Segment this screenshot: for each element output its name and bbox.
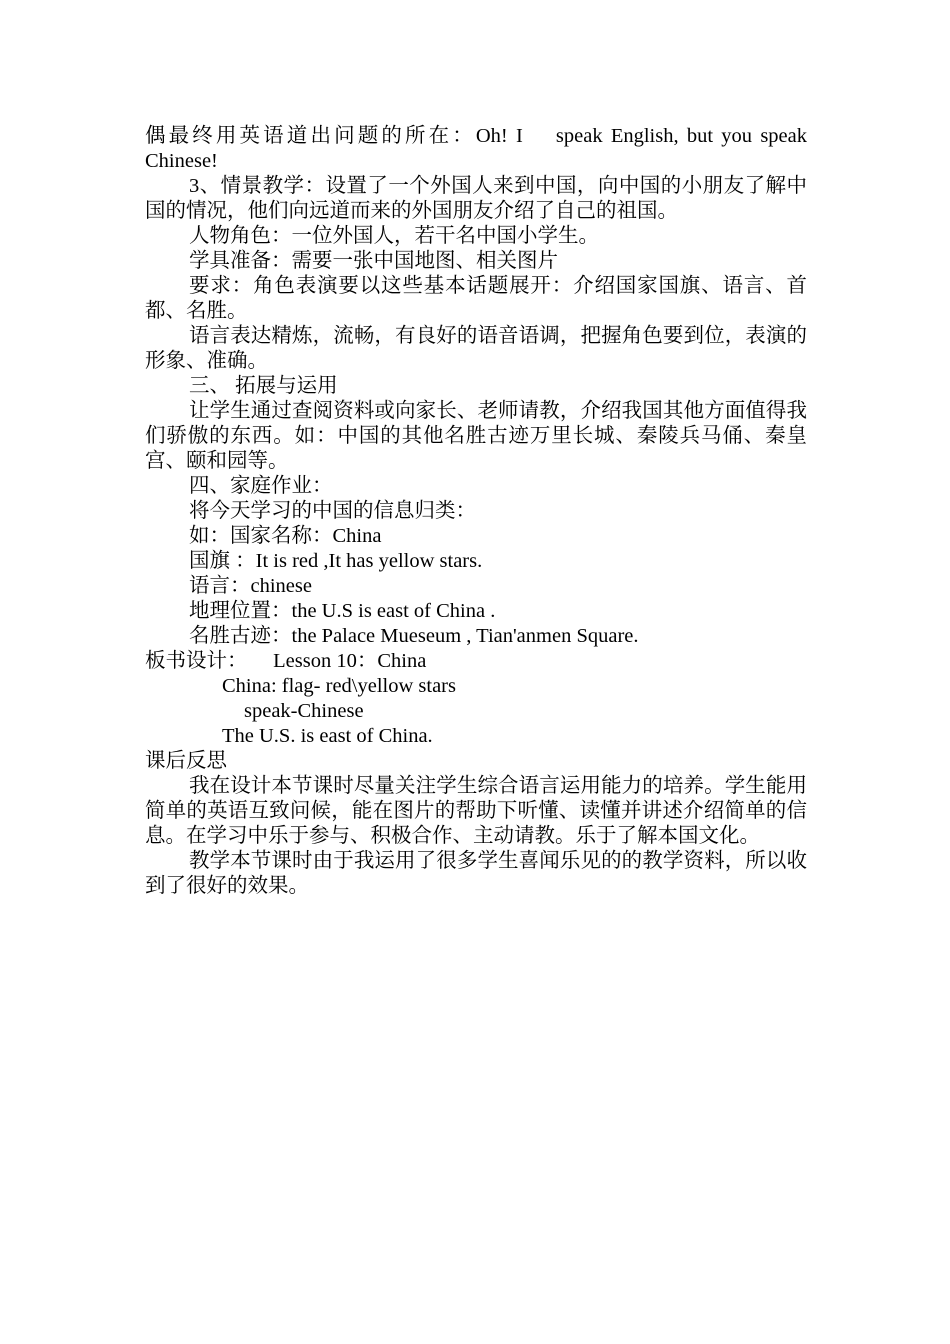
reflection-paragraph-1: 我在设计本节课时尽量关注学生综合语言运用能力的培养。学生能用简单的英语互致问候，能在图片的帮助下听懂、读懂并讲述介绍简单的信息。在学习中乐于参与、积极合作、主动请教。乐于了解本国文化。 bbox=[145, 775, 807, 847]
board-design-line-location: The U.S. is east of China. bbox=[222, 725, 433, 747]
homework-item-country-name: 如：国家名称：China bbox=[189, 525, 382, 547]
board-design-line-language: speak-Chinese bbox=[244, 700, 364, 722]
paragraph-situation-teaching: 3、情景教学：设置了一个外国人来到中国，向中国的小朋友了解中国的情况，他们向远道而来的外国朋友介绍了自己的祖国。 bbox=[145, 175, 807, 222]
board-design-line-flag: China: flag- red\yellow stars bbox=[222, 675, 456, 697]
paragraph-expression: 语言表达精炼，流畅，有良好的语音语调，把握角色要到位，表演的形象、准确。 bbox=[145, 325, 807, 372]
board-design-heading: 板书设计： Lesson 10：China bbox=[145, 650, 427, 672]
reflection-paragraph-2: 教学本节课时由于我运用了很多学生喜闻乐见的的教学资料，所以收到了很好的效果。 bbox=[145, 850, 807, 897]
section-heading-homework: 四、家庭作业： bbox=[189, 475, 333, 497]
homework-item-landmarks: 名胜古迹：the Palace Mueseum , Tian'anmen Square. bbox=[189, 625, 639, 647]
paragraph-requirements: 要求：角色表演要以这些基本话题展开：介绍国家国旗、语言、首都、名胜。 bbox=[145, 275, 807, 322]
section-heading-extension: 三、 拓展与运用 bbox=[189, 375, 338, 397]
paragraph-homework-instruction: 将今天学习的中国的信息归类： bbox=[189, 500, 476, 522]
homework-item-location: 地理位置：the U.S is east of China . bbox=[189, 600, 496, 622]
document-body bbox=[145, 124, 813, 899]
paragraph-roles: 人物角色：一位外国人，若干名中国小学生。 bbox=[189, 225, 599, 247]
paragraph-intro-end: 偶最终用英语道出问题的所在：Oh! I speak English, but you speak Chinese! bbox=[145, 125, 813, 172]
paragraph-extension: 让学生通过查阅资料或向家长、老师请教，介绍我国其他方面值得我们骄傲的东西。如：中国的其他名胜古迹万里长城、秦陵兵马俑、秦皇宫、颐和园等。 bbox=[145, 400, 807, 472]
reflection-heading: 课后反思 bbox=[145, 750, 227, 772]
homework-item-flag: 国旗 ：It is red ,It has yellow stars. bbox=[189, 550, 483, 572]
homework-item-language: 语言：chinese bbox=[189, 575, 312, 597]
paragraph-materials: 学具准备：需要一张中国地图、相关图片 bbox=[189, 250, 558, 272]
